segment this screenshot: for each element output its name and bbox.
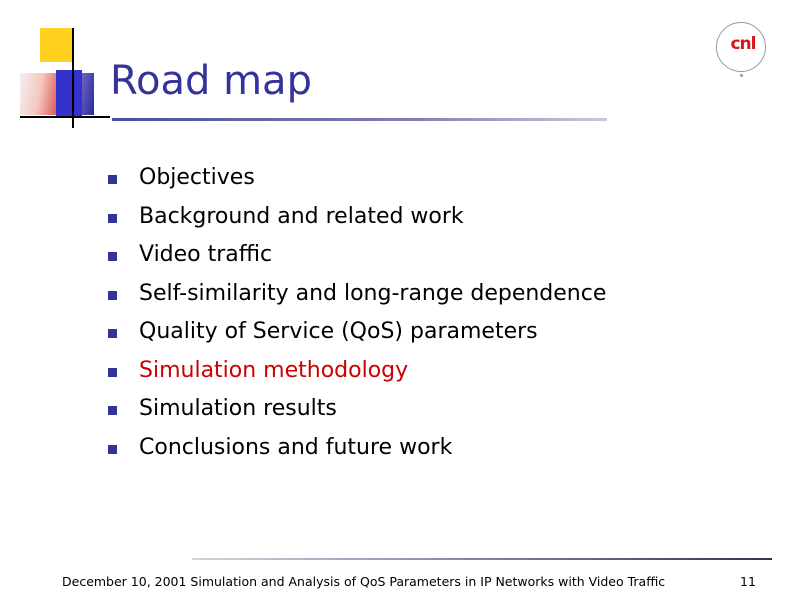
list-item [108, 242, 728, 281]
list-item [108, 281, 728, 320]
list-item [108, 204, 728, 243]
bullet-square-icon [108, 329, 117, 338]
list-item [108, 165, 728, 204]
decorative-corner-graphic [20, 28, 110, 128]
list-item [108, 435, 728, 474]
bullet-square-icon [108, 406, 117, 415]
list-item [108, 319, 728, 358]
bullet-list [108, 165, 728, 473]
footer-text: December 10, 2001 Simulation and Analysis of QoS Parameters in IP Networks with Video Traffic [62, 574, 666, 589]
list-item-label-highlighted: Simulation methodology [139, 357, 409, 383]
yellow-square-icon [40, 28, 74, 62]
title-underline [112, 118, 607, 121]
logo-text: cnl [730, 34, 756, 54]
horizontal-rule [20, 116, 110, 118]
bullet-square-icon [108, 368, 117, 377]
logo-dot-icon [740, 74, 743, 77]
list-item [108, 358, 728, 397]
cnl-logo-icon [716, 22, 772, 78]
bullet-square-icon [108, 445, 117, 454]
list-item-label: Conclusions and future work [139, 434, 453, 460]
list-item-label: Video traffic [139, 242, 273, 267]
blue-rectangle-icon [56, 70, 82, 118]
list-item-label: Objectives [139, 165, 255, 190]
vertical-rule [72, 28, 74, 128]
bullet-square-icon [108, 175, 117, 184]
list-item-label: Quality of Service (QoS) parameters [139, 319, 538, 344]
list-item-label: Self-similarity and long-range dependence [139, 280, 607, 306]
page-number: 11 [740, 574, 756, 589]
list-item [108, 396, 728, 435]
list-item-label: Background and related work [139, 203, 464, 229]
list-item-label: Simulation results [139, 396, 337, 421]
footer-divider [192, 558, 772, 560]
bullet-square-icon [108, 214, 117, 223]
page-title: Road map [110, 58, 312, 104]
bullet-square-icon [108, 291, 117, 300]
bullet-square-icon [108, 252, 117, 261]
